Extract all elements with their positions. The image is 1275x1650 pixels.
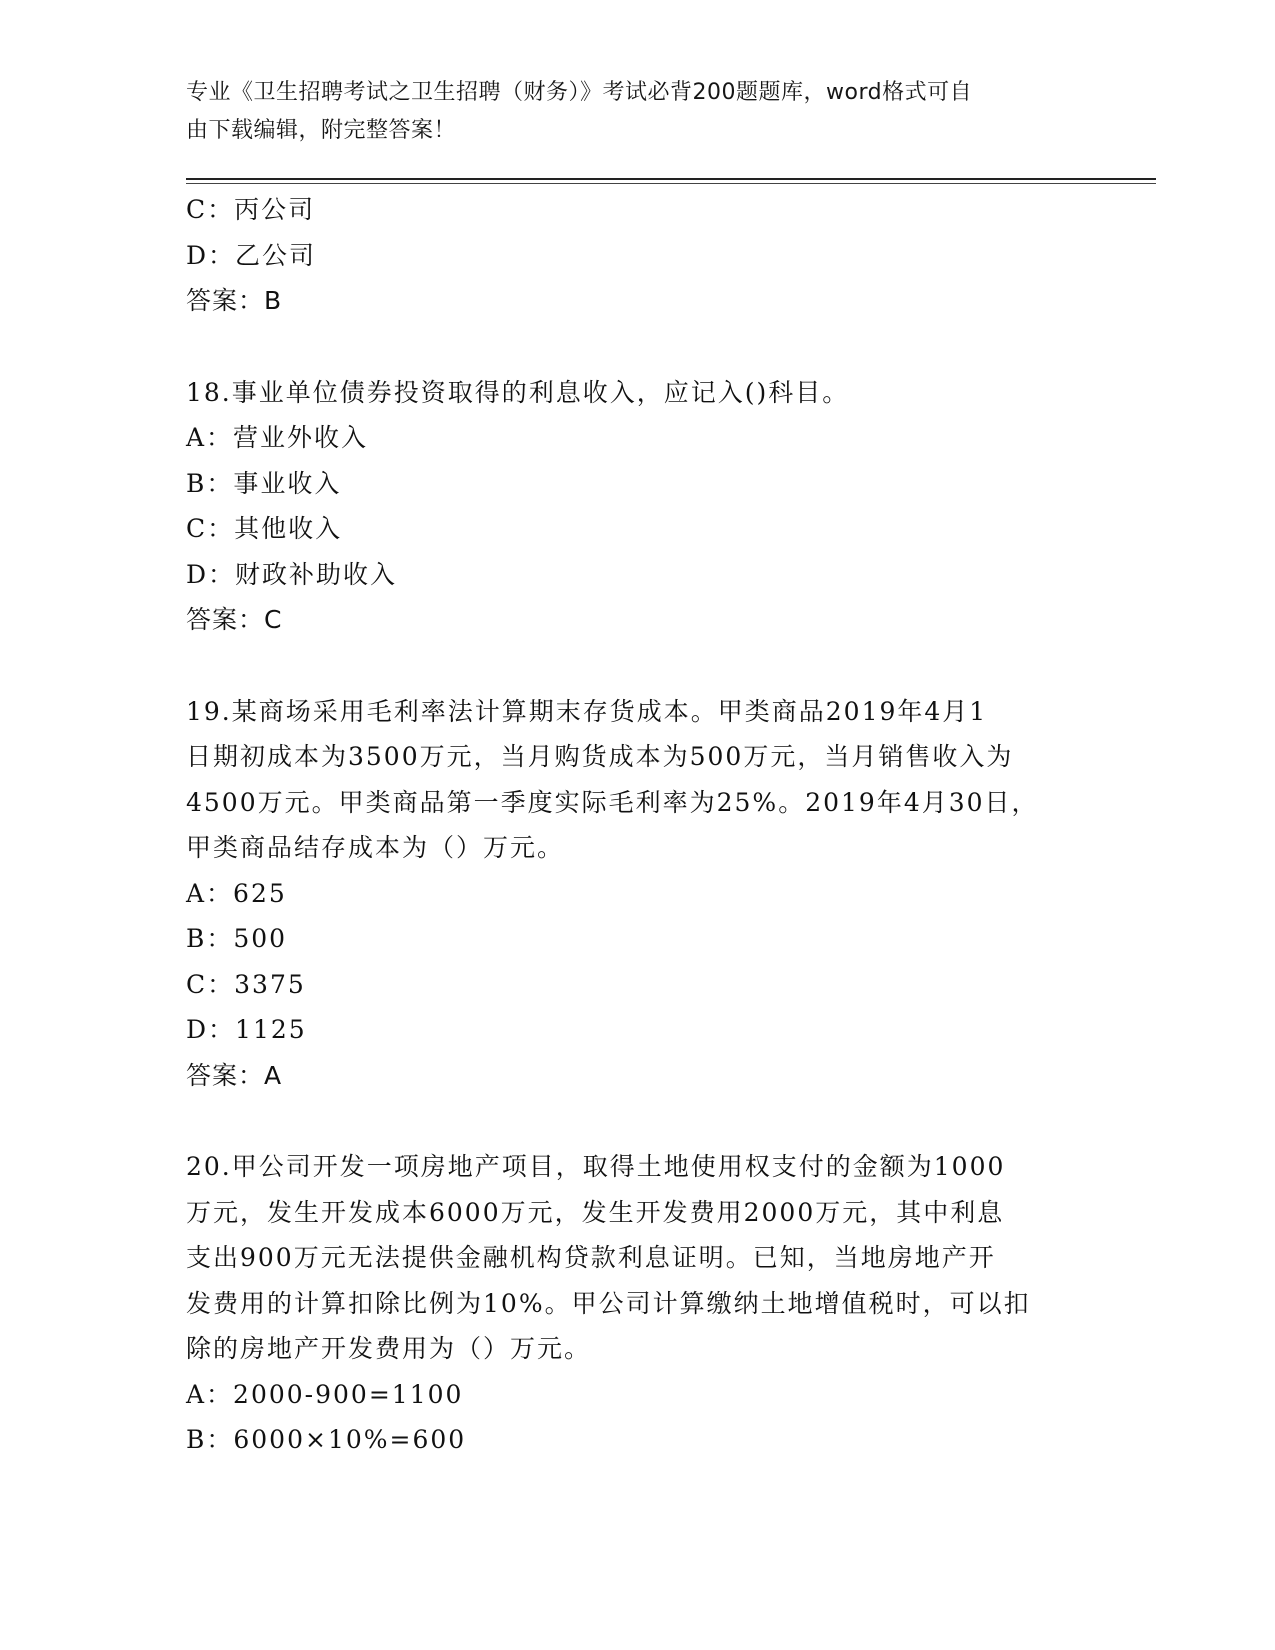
- q19-option-d: D：1125: [186, 1015, 307, 1044]
- q18-option-b: B：事业收入: [186, 468, 342, 498]
- q20-text-line-3: 支出900万元无法提供金融机构贷款利息证明。已知，当地房地产开: [186, 1243, 996, 1272]
- q19-text-line-1: 19.某商场采用毛利率法计算期末存货成本。甲类商品2019年4月1: [186, 696, 988, 726]
- q18-text: 18.事业单位债券投资取得的利息收入，应记入()科目。: [186, 377, 850, 407]
- spacer: [186, 1098, 1086, 1144]
- question-17: [186, 187, 1086, 324]
- question-19: [186, 689, 1086, 1099]
- header-line-1: 专业《卫生招聘考试之卫生招聘（财务）》考试必背200题题库，word格式可自: [186, 80, 973, 105]
- q19-text-line-4: 甲类商品结存成本为（）万元。: [186, 833, 565, 862]
- q20-text-line-4: 发费用的计算扣除比例为10%。甲公司计算缴纳土地增值税时，可以扣: [186, 1288, 1031, 1318]
- question-20: [186, 1144, 1086, 1463]
- q19-option-b: B：500: [186, 924, 288, 953]
- header-rule-thick: [186, 178, 1156, 180]
- q19-option-c: C：3375: [186, 969, 306, 999]
- q19-text-line-2: 日期初成本为3500万元，当月购货成本为500万元，当月销售收入为: [186, 742, 1014, 771]
- q19-text-line-3: 4500万元。甲类商品第一季度实际毛利率为25%。2019年4月30日，: [186, 787, 1039, 817]
- q18-option-d: D：财政补助收入: [186, 559, 398, 589]
- q19-option-a: A：625: [186, 878, 287, 908]
- q20-option-b: B：6000×10%=600: [186, 1425, 467, 1454]
- spacer: [186, 643, 1086, 689]
- question-18: [186, 370, 1086, 643]
- q20-text-line-2: 万元，发生开发成本6000万元，发生开发费用2000万元，其中利息: [186, 1197, 1005, 1227]
- q20-option-a: A：2000-900=1100: [186, 1379, 464, 1409]
- q17-option-d: D：乙公司: [186, 240, 317, 270]
- document-body: [186, 187, 1086, 1463]
- q18-option-a: A：营业外收入: [186, 423, 369, 452]
- q17-option-c: C：丙公司: [186, 195, 316, 224]
- document-header: [186, 74, 1086, 150]
- q20-text-line-5: 除的房地产开发费用为（）万元。: [186, 1334, 592, 1363]
- spacer: [186, 324, 1086, 370]
- q18-answer: 答案：C: [186, 605, 283, 634]
- q18-option-c: C：其他收入: [186, 514, 343, 543]
- q17-answer: 答案：B: [186, 286, 283, 315]
- header-line-2: 由下载编辑，附完整答案！: [186, 118, 457, 143]
- q19-answer: 答案：A: [186, 1060, 283, 1090]
- q20-text-line-1: 20.甲公司开发一项房地产项目，取得土地使用权支付的金额为1000: [186, 1152, 1006, 1181]
- header-rule-thin: [186, 183, 1156, 184]
